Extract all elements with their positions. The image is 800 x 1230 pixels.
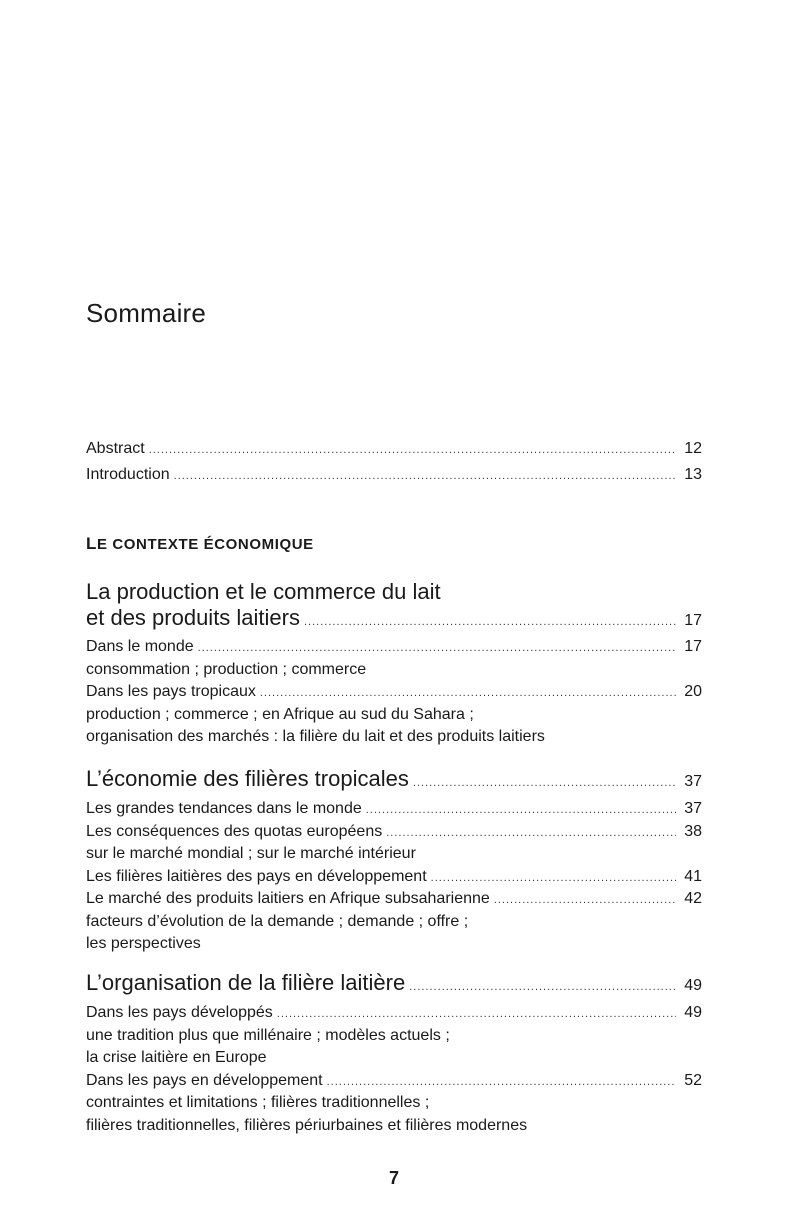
toc-label: Le marché des produits laitiers en Afrique subsaharienne: [86, 890, 490, 907]
dot-leader: [386, 822, 676, 845]
toc-subentry: contraintes et limitations ; filières traditionnelles ;: [86, 1094, 430, 1111]
dot-leader: [494, 889, 676, 912]
section-heading-line: L’économie des filières tropicales: [86, 766, 409, 791]
toc-page-number: 37: [684, 773, 702, 790]
toc-entry-introduction[interactable]: [86, 464, 702, 487]
toc-section-entry[interactable]: [86, 970, 702, 996]
front-matter: [86, 438, 702, 486]
toc-page-number: 17: [684, 612, 702, 629]
toc-entry[interactable]: [86, 636, 702, 659]
toc-label: Dans le monde: [86, 638, 194, 655]
page-title: Sommaire: [86, 298, 207, 328]
toc-entry[interactable]: [86, 1070, 702, 1093]
toc-page-number: 52: [684, 1071, 702, 1089]
toc-entry[interactable]: [86, 798, 702, 821]
toc-label: Les conséquences des quotas européens: [86, 822, 383, 840]
toc-section: [86, 579, 702, 749]
toc-entry[interactable]: [86, 681, 702, 704]
page-number: 7: [388, 1168, 399, 1188]
toc-subentry: facteurs d’évolution de la demande ; demande ; offre ;: [86, 912, 469, 930]
toc-label: Les filières laitières des pays en développement: [86, 867, 427, 885]
dot-leader: [174, 465, 676, 488]
dot-leader: [327, 1071, 676, 1094]
toc-page-number: 37: [684, 800, 702, 817]
toc-entry[interactable]: [86, 821, 702, 844]
toc-subentry: une tradition plus que millénaire ; modèles actuels ;: [86, 1026, 450, 1044]
dot-leader: [409, 974, 676, 1000]
toc-subentry: filières traditionnelles, filières périurbaines et filières modernes: [86, 1116, 528, 1134]
toc-label: Les grandes tendances dans le monde: [86, 800, 362, 817]
dot-leader: [413, 770, 676, 796]
section-heading-line: La production et le commerce du lait: [86, 579, 441, 604]
toc-page-number: 13: [684, 465, 702, 483]
toc-page-number: 41: [684, 867, 702, 885]
toc-page-number: 49: [684, 1004, 702, 1021]
part-heading: LE CONTEXTE ÉCONOMIQUE: [86, 534, 314, 553]
toc-subentry: organisation des marchés : la filière du lait et des produits laitiers: [86, 728, 545, 745]
section-heading-line: et des produits laitiers: [86, 605, 300, 630]
dot-leader: [149, 439, 676, 462]
dot-leader: [198, 637, 676, 660]
toc-label: Dans les pays tropicaux: [86, 683, 256, 700]
toc-label: Dans les pays en développement: [86, 1071, 323, 1089]
toc-subentry: sur le marché mondial ; sur le marché intérieur: [86, 845, 416, 862]
toc-page-number: 17: [684, 638, 702, 655]
toc-page-number: 20: [684, 683, 702, 700]
toc-section-entry[interactable]: [86, 766, 702, 792]
toc-subentry: production ; commerce ; en Afrique au sud du Sahara ;: [86, 705, 474, 723]
toc-label: Dans les pays développés: [86, 1004, 273, 1021]
toc-entry[interactable]: [86, 1002, 702, 1025]
toc-page-number: 12: [684, 440, 702, 457]
toc-page-number: 38: [684, 822, 702, 840]
toc-subentry: consommation ; production ; commerce: [86, 660, 367, 678]
dot-leader: [431, 867, 676, 890]
dot-leader: [304, 609, 676, 635]
toc-page-number: 49: [684, 977, 702, 994]
toc-section-entry[interactable]: [86, 605, 702, 631]
toc-section: [86, 766, 702, 956]
toc-section: [86, 970, 702, 1137]
toc-entry-abstract[interactable]: [86, 438, 702, 461]
toc-page: [86, 0, 702, 1230]
toc-entry[interactable]: [86, 866, 702, 889]
toc-subentry: les perspectives: [86, 935, 201, 952]
toc-subentry: la crise laitière en Europe: [86, 1049, 267, 1066]
section-heading-line: L’organisation de la filière laitière: [86, 970, 406, 995]
dot-leader: [277, 1003, 676, 1026]
toc-label: Abstract: [86, 440, 145, 457]
dot-leader: [366, 799, 676, 822]
dot-leader: [260, 682, 676, 705]
toc-page-number: 42: [684, 890, 702, 907]
toc-entry[interactable]: [86, 888, 702, 911]
toc-label: Introduction: [86, 465, 170, 483]
